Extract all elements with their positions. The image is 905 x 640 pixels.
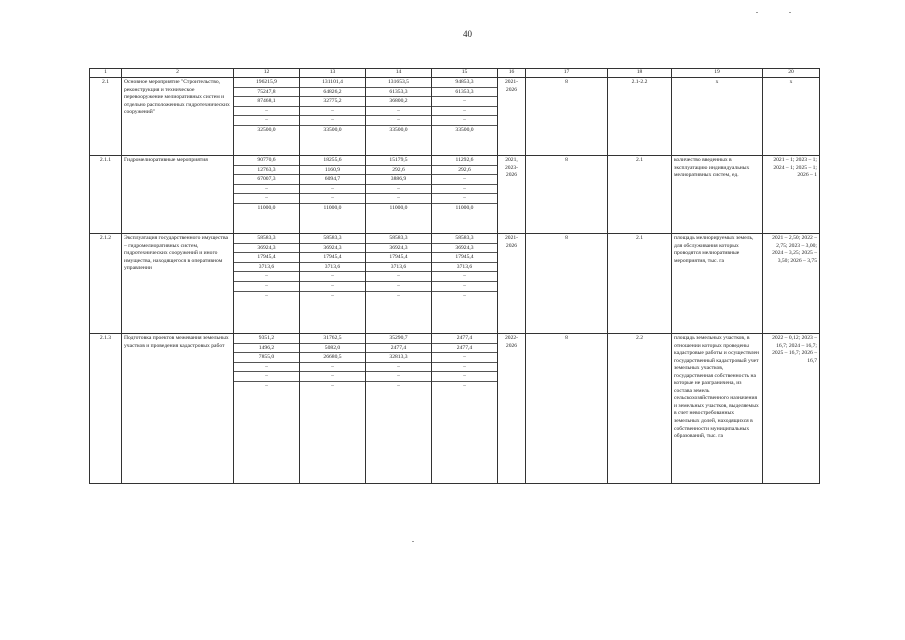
value-cell-c12 — [234, 234, 300, 334]
value: – — [234, 282, 299, 292]
indicator: площадь мелиорируемых земель, для обслуживания которых проводятся мелиоративные мероприятия, тыс. га — [674, 235, 754, 264]
value: 26680,5 — [300, 353, 365, 363]
value: – — [234, 185, 299, 195]
value: 17945,4 — [432, 253, 497, 263]
header-cell: 18 — [608, 69, 672, 78]
value: 292,6 — [432, 166, 497, 176]
row-name: Основное мероприятие "Строительство, реконструкция и техническое перевооружение мелиоративных систем и отдельно расположенных гидротехнических сооружений" — [124, 79, 230, 116]
value: 17945,4 — [234, 253, 299, 263]
value: 17945,4 — [366, 253, 431, 263]
header-cell: 16 — [498, 69, 526, 78]
header-cell: 20 — [763, 69, 820, 78]
value: 196215,9 — [234, 78, 299, 88]
row-id: 2.1.3 — [99, 335, 112, 341]
col18-cell — [608, 156, 672, 234]
value: 32813,3 — [366, 353, 431, 363]
value: 5082,0 — [300, 344, 365, 354]
value: 2477,4 — [366, 344, 431, 354]
value: – — [234, 272, 299, 282]
col17-cell — [526, 334, 608, 484]
value: – — [366, 107, 431, 117]
target-values-cell — [763, 334, 820, 484]
value: 2477,4 — [432, 344, 497, 354]
col17-value: 8 — [565, 335, 568, 341]
value: – — [366, 282, 431, 292]
value: 94853,3 — [432, 78, 497, 88]
indicator: количество введенных в эксплуатацию индивидуальных мелиоративных систем, ед. — [674, 157, 750, 179]
value: 15179,5 — [366, 156, 431, 166]
value: 11000,0 — [389, 204, 408, 211]
header-cell: 1 — [90, 69, 122, 78]
table-row — [90, 78, 820, 156]
col18-value: 2.1 — [636, 235, 643, 241]
header-cell: 2 — [122, 69, 234, 78]
value: 11000,0 — [323, 204, 342, 211]
value: – — [300, 272, 365, 282]
value: 36924,3 — [300, 244, 365, 254]
header-cell: 15 — [432, 69, 498, 78]
program-table — [89, 68, 820, 484]
target-values-cell — [763, 234, 820, 334]
value: – — [265, 382, 268, 389]
row-id-cell — [90, 156, 122, 234]
value: 33500,0 — [389, 126, 408, 133]
value: 32500,0 — [257, 126, 276, 133]
indicator: х — [715, 79, 719, 85]
target-values: 2021 – 2,50; 2022 – 2,75; 2023 – 3,00; 2024 – 3,25; 2025 – 3,50; 2026 – 3,75 — [772, 235, 817, 264]
col18-cell — [608, 334, 672, 484]
value: – — [397, 382, 400, 389]
row-id-cell — [90, 234, 122, 334]
col17-cell — [526, 78, 608, 156]
scan-speck — [412, 541, 414, 542]
col18-value: 2.1 — [636, 157, 643, 163]
value: 12763,3 — [234, 166, 299, 176]
value-cell-c14 — [366, 334, 432, 484]
value: – — [331, 292, 334, 299]
value: – — [300, 185, 365, 195]
value: – — [432, 185, 497, 195]
value: – — [463, 292, 466, 299]
value: 3713,6 — [432, 263, 497, 273]
row-name-cell — [122, 334, 234, 484]
value-cell-c13 — [300, 334, 366, 484]
value: 58583,3 — [300, 234, 365, 244]
header-cell: 17 — [526, 69, 608, 78]
value: 35290,7 — [366, 334, 431, 344]
value: – — [300, 107, 365, 117]
value-cell-c15 — [432, 78, 498, 156]
table-row — [90, 334, 820, 484]
indicator-cell — [672, 334, 763, 484]
value: 32775,2 — [300, 97, 365, 107]
value: – — [300, 363, 365, 373]
period: 2021-2026 — [504, 235, 519, 249]
row-id: 2.1.1 — [99, 157, 112, 163]
row-name: Подготовка проектов межевания земельных участков и проведения кадастровых работ — [124, 335, 229, 349]
value: 36924,3 — [432, 244, 497, 254]
period: 2021, 2023-2026 — [504, 157, 519, 179]
value: 2477,4 — [432, 334, 497, 344]
value: – — [234, 372, 299, 382]
value: 58583,3 — [234, 234, 299, 244]
row-name-cell — [122, 78, 234, 156]
value: 131101,4 — [300, 78, 365, 88]
value: 3713,6 — [234, 263, 299, 273]
value: – — [366, 116, 431, 126]
value: – — [432, 353, 497, 363]
value: – — [265, 292, 268, 299]
header-cell: 12 — [234, 69, 300, 78]
value: – — [366, 194, 431, 204]
value: 33500,0 — [323, 126, 342, 133]
row-id: 2.1 — [102, 79, 109, 85]
value: – — [234, 194, 299, 204]
value: 3713,6 — [300, 263, 365, 273]
value: 6094,7 — [300, 175, 365, 185]
value-cell-c12 — [234, 156, 300, 234]
value: 3886,9 — [366, 175, 431, 185]
col18-cell — [608, 234, 672, 334]
row-id-cell — [90, 78, 122, 156]
value: 61353,3 — [366, 88, 431, 98]
period: 2021-2026 — [504, 79, 519, 93]
value: 58583,3 — [366, 234, 431, 244]
row-name: Эксплуатация государственного имущества – гидромелиоративных систем, гидротехнических сооружений и иного имущества, находящегося в оперативном управлении — [124, 235, 229, 272]
value: – — [366, 185, 431, 195]
value: – — [432, 97, 497, 107]
value-cell-c12 — [234, 334, 300, 484]
value: – — [234, 363, 299, 373]
col17-value: 8 — [565, 157, 568, 163]
col18-value: 2.2 — [636, 335, 643, 341]
period: 2022-2026 — [504, 335, 519, 349]
header-cell: 14 — [366, 69, 432, 78]
value: – — [432, 282, 497, 292]
indicator-cell — [672, 234, 763, 334]
row-id-cell — [90, 334, 122, 484]
value: – — [366, 363, 431, 373]
period-cell — [498, 234, 526, 334]
value-cell-c14 — [366, 234, 432, 334]
value: 1496,2 — [234, 344, 299, 354]
value: 87468,1 — [234, 97, 299, 107]
value: – — [432, 116, 497, 126]
value: – — [463, 382, 466, 389]
period-cell — [498, 78, 526, 156]
value-cell-c13 — [300, 234, 366, 334]
value-cell-c13 — [300, 156, 366, 234]
value: – — [432, 372, 497, 382]
page-number: 40 — [463, 29, 472, 39]
table-row — [90, 156, 820, 234]
value: 90770,6 — [234, 156, 299, 166]
value: 64826,2 — [300, 88, 365, 98]
value-cell-c13 — [300, 78, 366, 156]
value: 36924,3 — [366, 244, 431, 254]
header-cell: 13 — [300, 69, 366, 78]
value: – — [366, 272, 431, 282]
col17-cell — [526, 234, 608, 334]
value-cell-c15 — [432, 234, 498, 334]
value: 17945,4 — [300, 253, 365, 263]
value: – — [300, 372, 365, 382]
value: 292,6 — [366, 166, 431, 176]
target-values-cell — [763, 78, 820, 156]
value: – — [397, 292, 400, 299]
value: 7855,0 — [234, 353, 299, 363]
value: – — [234, 116, 299, 126]
value-cell-c14 — [366, 78, 432, 156]
value: 18255,6 — [300, 156, 365, 166]
value: – — [331, 382, 334, 389]
value: 75247,8 — [234, 88, 299, 98]
value: 11000,0 — [257, 204, 276, 211]
value: 33500,0 — [455, 126, 474, 133]
scan-speck — [756, 12, 758, 13]
target-values-cell — [763, 156, 820, 234]
value: 36924,3 — [234, 244, 299, 254]
value: 9351,2 — [234, 334, 299, 344]
value: 3713,6 — [366, 263, 431, 273]
value: – — [432, 107, 497, 117]
value: 1160,9 — [300, 166, 365, 176]
value: 131653,5 — [366, 78, 431, 88]
header-cell: 19 — [672, 69, 763, 78]
scan-speck — [789, 12, 791, 13]
target-values: 2021 – 1; 2023 – 1; 2024 – 1; 2025 – 1; 2026 – 1 — [773, 157, 817, 179]
value: 61353,3 — [432, 88, 497, 98]
value-cell-c12 — [234, 78, 300, 156]
table-row — [90, 234, 820, 334]
value: – — [432, 175, 497, 185]
value: 58583,3 — [432, 234, 497, 244]
col18-value: 2.1-2.2 — [631, 79, 648, 85]
value: – — [366, 372, 431, 382]
row-name: Гидромелиоративные мероприятия — [124, 157, 208, 163]
value-cell-c14 — [366, 156, 432, 234]
row-name-cell — [122, 156, 234, 234]
col17-value: 8 — [565, 79, 568, 85]
value: 67007,3 — [234, 175, 299, 185]
target-values: х — [789, 79, 793, 85]
value: – — [432, 363, 497, 373]
value: 31762,5 — [300, 334, 365, 344]
value-cell-c15 — [432, 156, 498, 234]
period-cell — [498, 156, 526, 234]
value: 36800,2 — [366, 97, 431, 107]
value: – — [300, 282, 365, 292]
period-cell — [498, 334, 526, 484]
value: 11292,6 — [432, 156, 497, 166]
col17-cell — [526, 156, 608, 234]
indicator: площадь земельных участков, в отношении которых проведены кадастровые работы и осуществлен государственный кадастровый учет земельных участков, государственная собственность на которые не разграничена, из состава земель сельскохозяйственного назначения и земельных участков, выделяемых в счет невостребованных земельных долей, находящихся в собственности муниципальных образований, тыс. га — [674, 335, 759, 440]
row-name-cell — [122, 234, 234, 334]
indicator-cell — [672, 156, 763, 234]
target-values: 2022 – 0,12; 2023 – 16,7; 2024 – 16,7; 2025 – 16,7; 2026 – 16,7 — [772, 335, 817, 364]
value: – — [432, 272, 497, 282]
col18-cell — [608, 78, 672, 156]
col17-value: 8 — [565, 235, 568, 241]
value: – — [432, 194, 497, 204]
indicator-cell — [672, 78, 763, 156]
value: 11000,0 — [455, 204, 474, 211]
value: – — [300, 194, 365, 204]
value-cell-c15 — [432, 334, 498, 484]
table-header-row — [90, 69, 820, 78]
value: – — [300, 116, 365, 126]
row-id: 2.1.2 — [99, 235, 112, 241]
value: – — [234, 107, 299, 117]
